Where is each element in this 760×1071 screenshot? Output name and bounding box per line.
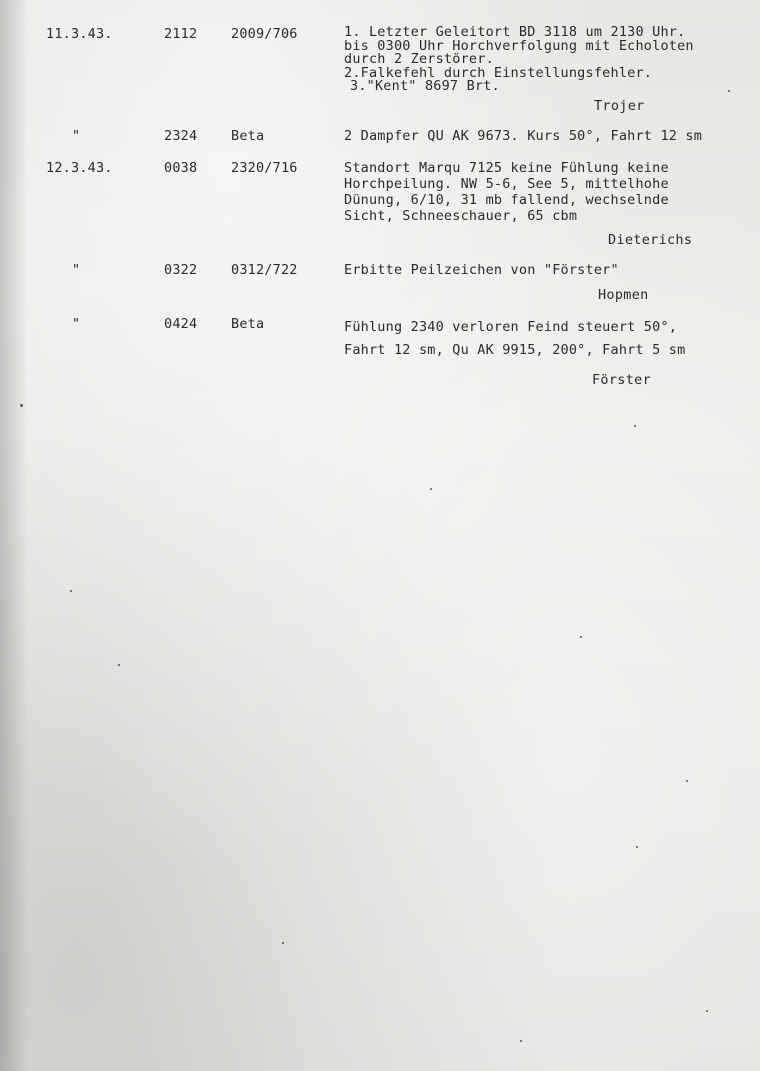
entry-text	[344, 316, 754, 362]
scan-speck	[636, 846, 638, 848]
scan-speck	[686, 780, 688, 782]
scan-speck	[706, 1010, 708, 1012]
scan-speck	[20, 404, 23, 407]
entry-text-line: bis 0300 Uhr Horchverfolgung mit Echoloten	[344, 37, 694, 54]
entry-text	[344, 26, 754, 94]
scan-speck	[520, 1040, 522, 1042]
scan-speck	[282, 942, 284, 944]
scan-speck	[728, 90, 730, 92]
entry-text-line: Standort Marqu 7125 keine Fühlung keine	[344, 160, 669, 176]
entry-text	[344, 160, 754, 224]
entry-text-line: 1. Letzter Geleitort BD 3118 um 2130 Uhr.	[344, 24, 686, 40]
entry-date: 11.3.43.	[46, 26, 113, 42]
entry-signature: Hopmen	[598, 287, 649, 303]
entry-text-line: 2 Dampfer QU AK 9673. Kurs 50°, Fahrt 12 sm	[344, 128, 703, 144]
entry-text-line: Dünung, 6/10, 31 mb fallend, wechselnde	[344, 192, 669, 208]
entry-signature: Trojer	[594, 98, 645, 114]
entry-text-line: Erbitte Peilzeichen von "Förster"	[344, 262, 619, 278]
entry-text-line: Horchpeilung. NW 5-6, See 5, mittelhohe	[344, 176, 669, 192]
entry-text-line: durch 2 Zerstörer.	[344, 51, 494, 67]
entry-text-line: 3."Kent" 8697 Brt.	[350, 78, 500, 94]
entry-reference: 0312/722	[231, 262, 298, 278]
entry-reference: Beta	[231, 128, 265, 144]
entry-reference: 2320/716	[231, 160, 298, 176]
entry-date: 12.3.43.	[46, 160, 113, 176]
entry-reference: Beta	[231, 316, 265, 332]
entry-time: 0322	[164, 262, 198, 278]
entry-text-line: Fühlung 2340 verloren Feind steuert 50°,	[344, 319, 678, 335]
entry-text-line: Sicht, Schneeschauer, 65 cbm	[344, 208, 578, 224]
scan-speck	[580, 636, 582, 638]
entry-time: 0424	[164, 316, 198, 332]
entry-date: "	[72, 128, 81, 144]
entry-time: 2324	[164, 128, 198, 144]
scan-speck	[118, 664, 120, 666]
entry-reference: 2009/706	[231, 26, 298, 42]
entry-date: "	[72, 262, 81, 278]
entry-time: 0038	[164, 160, 198, 176]
entry-signature: Dieterichs	[608, 232, 693, 248]
scan-speck	[70, 590, 72, 592]
entry-text-line: 2.Falkefehl durch Einstellungsfehler.	[344, 64, 653, 81]
scan-speck	[430, 488, 432, 490]
entry-time: 2112	[164, 26, 198, 42]
entry-text-line: Fahrt 12 sm, Qu AK 9915, 200°, Fahrt 5 sm	[344, 342, 686, 358]
entry-date: "	[72, 316, 81, 332]
scan-speck	[634, 425, 636, 427]
entry-text	[344, 128, 754, 144]
entry-text	[344, 262, 754, 278]
scan-edge-shadow	[0, 0, 28, 1071]
entry-signature: Förster	[592, 372, 651, 388]
